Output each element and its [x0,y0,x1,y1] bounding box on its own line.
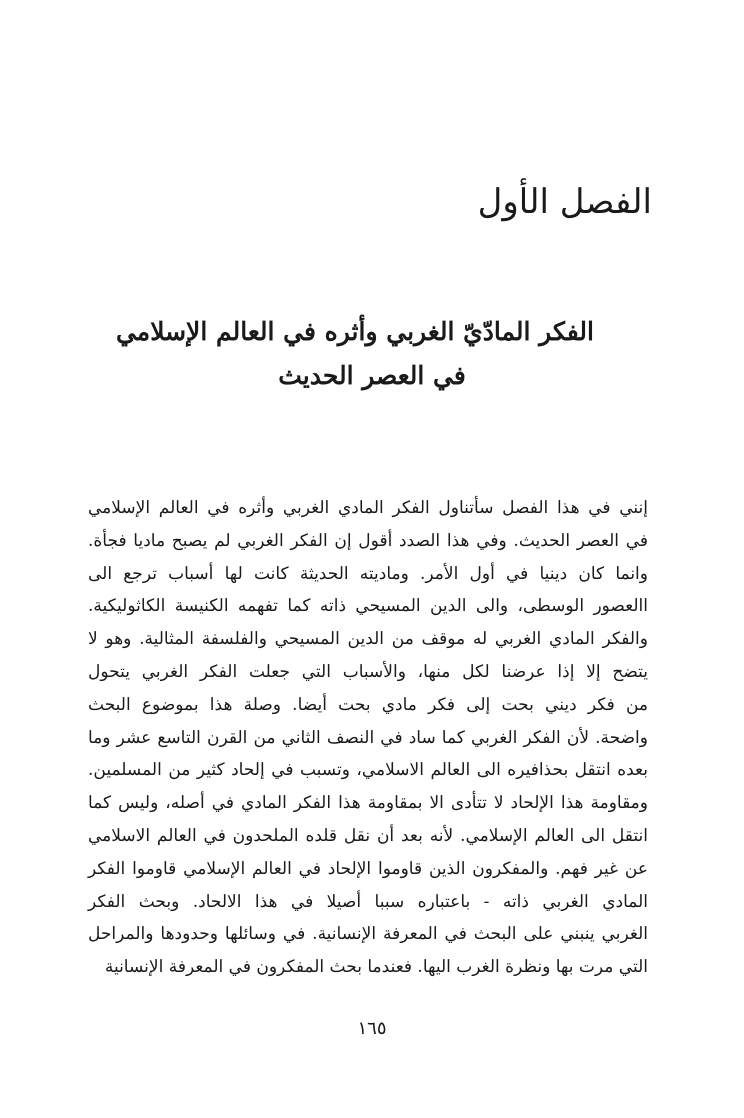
section-title-line-2: في العصر الحديث [278,361,466,390]
text-line: في العصر الحديث. وفي هذا الصدد أقول إن الفكر الغربي لم يصبح ماديا فجأة. [88,530,648,551]
text-line: إنني في هذا الفصل سأتناول الفكر المادي الغربي وأثره في العالم الإسلامي [88,498,648,518]
section-title-line-1: الفكر المادّيّ الغربي وأثره في العالم الإسلامي [115,317,594,346]
text-line: ومقاومة هذا الإلحاد لا تتأدى الا بمقاومة هذا الفكر المادي في أصله، وليس كما [88,793,648,814]
chapter-title: الفصل الأول [477,182,652,222]
body-paragraph [88,492,648,984]
text-line: التي مرت بها ونظرة الغرب اليها. فعندما بحث المفكرون في المعرفة الإنسانية [104,957,648,978]
text-line: المادي الغربي ذاته - باعتباره سببا أصيلا في هذا الالحاد. وبحث الفكر [88,891,648,912]
text-line: والفكر المادي الغربي له موقف من الدين المسيحي والفلسفة المثالية. وهو لا [88,629,648,650]
section-title [115,310,594,398]
text-line: بعده انتقل بحذافيره الى العالم الاسلامي، وتسبب في إلحاد كثير من المسلمين. [88,760,648,781]
text-line: يتضح إلا إذا عرضنا لكل منها، والأسباب التي جعلت الفكر الغربي يتحول [88,661,648,682]
text-line: عن غير فهم. والمفكرون الذين قاوموا الإلحاد في العالم الإسلامي قاوموا الفكر [88,858,648,879]
text-line: الغربي ينبني على البحث في المعرفة الإنسانية. في وسائلها وحدودها والمراحل [88,924,648,945]
text-line: واضحة. لأن الفكر الغربي كما ساد في النصف الثاني من القرن التاسع عشر وما [88,727,648,748]
text-line: وانما كان دينيا في أول الأمر. وماديته الحديثة كانت لها أسباب ترجع الى [88,563,648,584]
text-line: انتقل الى العالم الإسلامي. لأنه بعد أن نقل قلده الملحدون في العالم الاسلامي [88,825,648,846]
text-line: االعصور الوسطى، والى الدين المسيحي ذاته كما تفهمه الكنيسة الكاثوليكية. [88,596,648,617]
text-line: من فكر ديني بحت إلى فكر مادي بحت أيضا. وصلة هذا بموضوع البحث [88,694,648,715]
page-number: ١٦٥ [357,1018,387,1039]
